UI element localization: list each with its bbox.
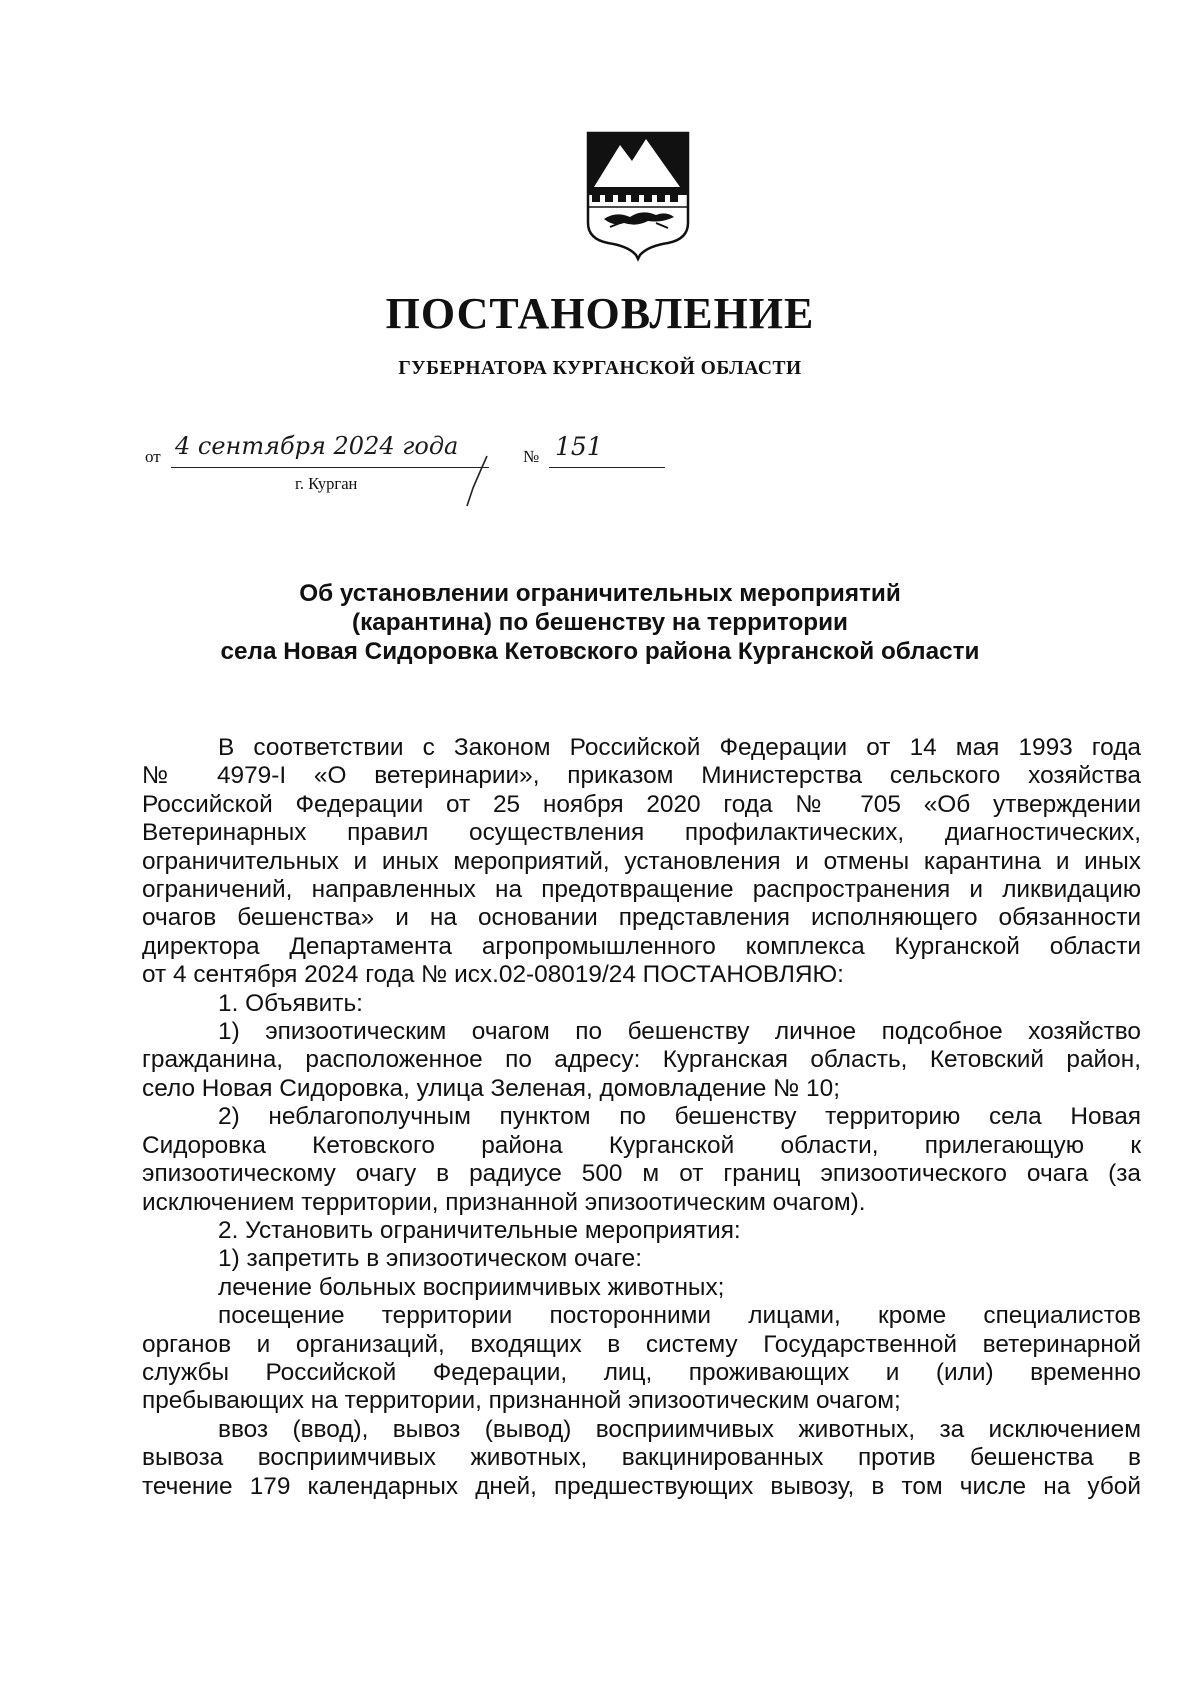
handwritten-date: 4 сентября 2024 года	[175, 432, 459, 460]
body-line: 2) неблагополучным пунктом по бешенству территорию села Новая	[218, 1103, 1141, 1131]
handwritten-stroke	[461, 454, 491, 510]
body-line: лечение больных восприимчивых животных;	[218, 1273, 725, 1301]
body-line: В соответствии с Законом Российской Федерации от 14 мая 1993 года	[218, 734, 1141, 761]
body-line: очагов бешенства» и на основании представления исполняющего обязанности	[142, 904, 1141, 932]
body-line: эпизоотическому очагу в радиусе 500 м от границ эпизоотического очага (за	[142, 1160, 1141, 1188]
body-line: директора Департамента агропромышленного комплекса Курганской области	[142, 932, 1141, 960]
body-line: село Новая Сидоровка, улица Зеленая, домовладение № 10;	[142, 1074, 840, 1102]
body-line: вывоза восприимчивых животных, вакцинированных против бешенства в	[142, 1444, 1141, 1472]
heading-line: села Новая Сидоровка Кетовского района Курганской области	[220, 638, 980, 665]
number-underline	[549, 467, 665, 468]
body-line: Ветеринарных правил осуществления профилактических, диагностических,	[142, 819, 1141, 847]
body-line: пребывающих на территории, признанной эпизоотическим очагом;	[142, 1387, 901, 1415]
body-line: № 4979-I «О ветеринарии», приказом Министерства сельского хозяйства	[142, 762, 1141, 790]
date-underline	[171, 467, 489, 468]
body-line: от 4 сентября 2024 года № исх.02-08019/24 ПОСТАНОВЛЯЮ:	[142, 961, 844, 989]
body-line: Сидоровка Кетовского района Курганской области, прилегающую к	[142, 1131, 1141, 1159]
document-type-title: ПОСТАНОВЛЕНИЕ	[385, 289, 815, 338]
from-label: от	[145, 447, 161, 466]
body-line: Российской Федерации от 25 ноября 2020 года № 705 «Об утверждении	[142, 790, 1141, 818]
body-line: 1) эпизоотическим очагом по бешенству личное подсобное хозяйство	[218, 1018, 1141, 1046]
body-line: исключением территории, признанной эпизоотическим очагом).	[142, 1188, 866, 1216]
handwritten-number: 151	[555, 432, 603, 461]
body-line: 2. Установить ограничительные мероприятия:	[218, 1216, 741, 1244]
number-label: №	[523, 447, 540, 466]
body-line: ограничительных и иных мероприятий, установления и отмены карантина и иных	[142, 847, 1141, 875]
body-line: гражданина, расположенное по адресу: Курганская область, Кетовский район,	[142, 1046, 1141, 1074]
issuer-subtitle: ГУБЕРНАТОРА КУРГАНСКОЙ ОБЛАСТИ	[398, 358, 802, 379]
body-line: 1) запретить в эпизоотическом очаге:	[218, 1245, 643, 1273]
body-line: ограничений, направленных на предотвращение распространения и ликвидацию	[142, 876, 1141, 904]
body-line: течение 179 календарных дней, предшествующих вывозу, в том числе на убой	[142, 1472, 1141, 1500]
body-line: службы Российской Федерации, лиц, проживающих и (или) временно	[142, 1358, 1141, 1386]
body-line: посещение территории посторонними лицами, кроме специалистов	[218, 1302, 1141, 1330]
heading-line: (карантина) по бешенству на территории	[352, 609, 848, 636]
body-line: ввоз (ввод), вывоз (вывод) восприимчивых животных, за исключением	[218, 1415, 1141, 1443]
decree-body	[142, 734, 1141, 1501]
heading-line: Об установлении ограничительных мероприятий	[299, 580, 901, 607]
decree-date-line	[145, 432, 665, 506]
body-line: 1. Объявить:	[218, 989, 363, 1017]
city-label: г. Курган	[295, 474, 358, 493]
body-line: органов и организаций, входящих в систему Государственной ветеринарной	[142, 1330, 1141, 1358]
coat-of-arms-icon	[586, 131, 690, 263]
decree-heading	[150, 579, 1050, 666]
